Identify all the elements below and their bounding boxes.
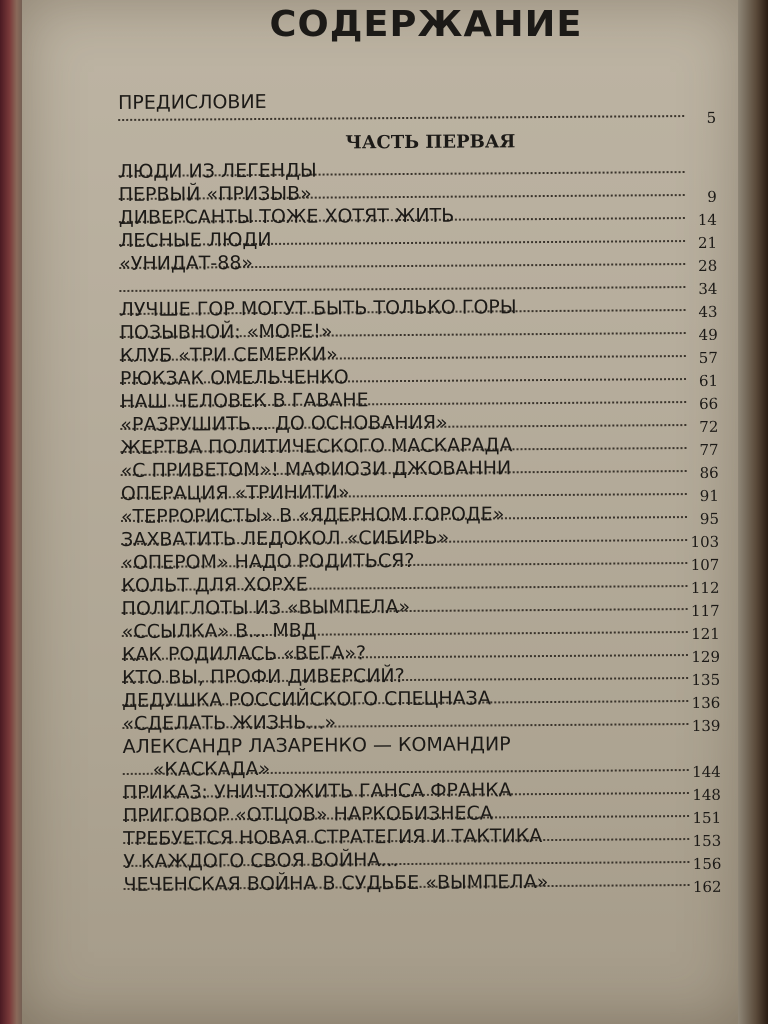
toc-entry-label: ОПЕРАЦИЯ «ТРИНИТИ» <box>120 481 350 505</box>
toc-entry-label: ЛЕСНЫЕ ЛЮДИ <box>118 228 272 252</box>
toc-page-number: 43 <box>698 302 718 321</box>
toc-entry-list <box>118 157 722 897</box>
toc-entry-label: ЖЕРТВА ПОЛИТИЧЕСКОГО МАСКАРАДА <box>120 434 513 459</box>
toc-entry-label: ДЕДУШКА РОССИЙСКОГО СПЕЦНАЗА <box>122 687 491 712</box>
toc-entry-label: ПРЕДИСЛОВИЕ <box>118 90 267 114</box>
toc-entry-label: ТРЕБУЕТСЯ НОВАЯ СТРАТЕГИЯ И ТАКТИКА <box>123 825 543 850</box>
toc-entry-label: «ТЕРРОРИСТЫ» В «ЯДЕРНОМ ГОРОДЕ» <box>120 503 505 528</box>
toc-page-number: 136 <box>691 693 721 713</box>
toc-entry-label: ДИВЕРСАНТЫ ТОЖЕ ХОТЯТ ЖИТЬ <box>118 204 455 229</box>
toc-entry-label: «УНИДАТ-88» <box>119 252 254 275</box>
toc-page-number: 86 <box>699 463 719 482</box>
toc-entry-label: ЧЕЧЕНСКАЯ ВОЙНА В СУДЬБЕ «ВЫМПЕЛА» <box>123 871 549 896</box>
toc-page-number: 61 <box>698 371 719 390</box>
toc-page-number: 9 <box>707 187 717 206</box>
toc-entry-label: «РАЗРУШИТЬ... ДО ОСНОВАНИЯ» <box>120 411 448 436</box>
toc-page-number: 34 <box>698 279 718 298</box>
toc-page-number: 148 <box>692 785 721 805</box>
toc-page-number: 144 <box>692 762 721 782</box>
toc-entry-label: ПОЛИГЛОТЫ ИЗ «ВЫМПЕЛА» <box>121 595 411 620</box>
toc-entry-label: КАК РОДИЛАСЬ «ВЕГА»? <box>121 642 367 666</box>
toc-entry-label: «СДЕЛАТЬ ЖИЗНЬ...» <box>122 711 337 735</box>
section-heading: ЧАСТЬ ПЕРВАЯ <box>345 131 516 154</box>
book-spine-edge <box>0 0 24 1024</box>
toc-page-number: 103 <box>690 532 720 552</box>
toc-page-number: 77 <box>699 440 719 459</box>
toc-page-number: 117 <box>690 601 720 621</box>
toc-entry-label: «С ПРИВЕТОМ»! МАФИОЗИ ДЖОВАННИ <box>120 457 512 482</box>
book-page <box>22 0 742 1024</box>
toc-entry-label: РЮКЗАК ОМЕЛЬЧЕНКО <box>119 366 349 390</box>
toc-entry-label: ПРИГОВОР «ОТЦОВ» НАРКОБИЗНЕСА <box>122 802 493 827</box>
toc-page-number: 21 <box>697 233 718 252</box>
toc-preface <box>118 88 717 128</box>
toc-page-number: 49 <box>698 325 718 344</box>
table-of-contents <box>118 88 722 897</box>
toc-page-number: 95 <box>699 509 720 528</box>
toc-page-number: 129 <box>691 647 721 667</box>
toc-page-number: 72 <box>699 417 719 436</box>
toc-entry-label: «ОПЕРОМ» НАДО РОДИТЬСЯ? <box>121 549 415 574</box>
toc-entry-label: КЛУБ «ТРИ СЕМЕРКИ» <box>119 343 338 367</box>
toc-entry-label: ПОЗЫВНОЙ: «МОРЕ!» <box>119 320 333 344</box>
toc-page-number: 162 <box>692 877 722 897</box>
toc-page-number: 28 <box>698 256 718 275</box>
toc-page-number: 112 <box>690 578 720 598</box>
toc-page-number: 66 <box>699 394 719 413</box>
toc-entry-label: «КАСКАДА» <box>152 757 271 781</box>
page-title: СОДЕРЖАНИЕ <box>269 4 583 45</box>
toc-entry-label: ПРИКАЗ: УНИЧТОЖИТЬ ГАНСА ФРАНКА <box>122 779 512 804</box>
toc-entry <box>123 870 722 897</box>
toc-entry-label: ЗАХВАТИТЬ ЛЕДОКОЛ «СИБИРЬ» <box>121 526 450 551</box>
toc-page-number: 5 <box>706 108 717 127</box>
toc-page-number: 135 <box>691 670 721 690</box>
dot-leader <box>118 115 684 121</box>
toc-page-number: 139 <box>691 716 721 736</box>
toc-page-number: 153 <box>692 831 722 851</box>
toc-entry-label: ЛЮДИ ИЗ ЛЕГЕНДЫ <box>118 159 317 183</box>
toc-page-number: 107 <box>690 555 720 575</box>
dot-leader <box>119 286 685 292</box>
toc-page-number: 57 <box>698 348 718 367</box>
toc-entry-label: ПЕРВЫЙ «ПРИЗЫВ» <box>118 182 312 206</box>
toc-entry-label: ЛУЧШЕ ГОР МОГУТ БЫТЬ ТОЛЬКО ГОРЫ <box>119 296 517 321</box>
toc-page-number: 151 <box>692 808 722 828</box>
toc-entry-label: КТО ВЫ, ПРОФИ ДИВЕРСИЙ? <box>122 665 405 689</box>
toc-entry-label: АЛЕКСАНДР ЛАЗАРЕНКО — КОМАНДИР <box>122 733 511 758</box>
toc-entry-label: КОЛЬТ ДЛЯ ХОРХЕ <box>121 573 308 597</box>
toc-entry-label: «ССЫЛКА» В... МВД <box>121 619 317 643</box>
toc-entry-label: У КАЖДОГО СВОЯ ВОЙНА... <box>123 849 399 873</box>
toc-page-number: 14 <box>697 210 717 229</box>
page-stack-edge <box>738 0 768 1024</box>
toc-page-number: 91 <box>699 486 719 505</box>
toc-entry-label: НАШ ЧЕЛОВЕК В ГАВАНЕ <box>120 389 369 413</box>
toc-page-number: 121 <box>691 624 720 644</box>
toc-page-number: 156 <box>692 854 722 874</box>
